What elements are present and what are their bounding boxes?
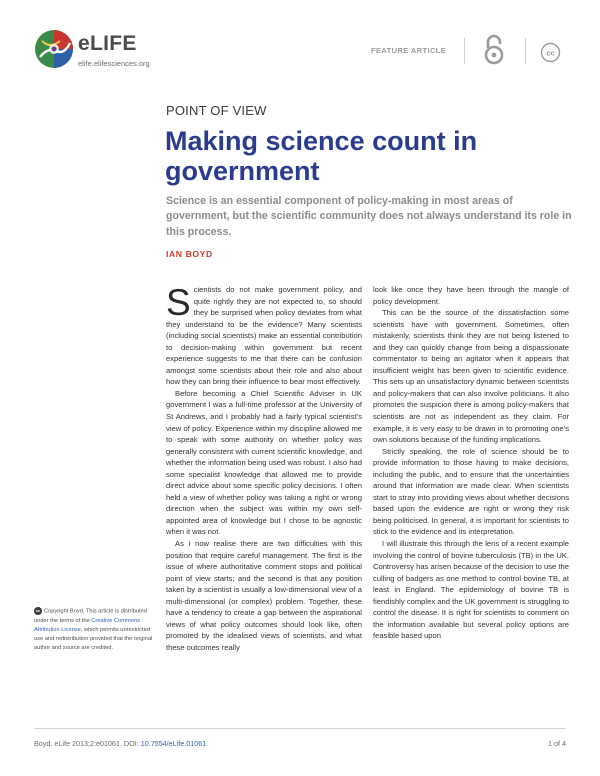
article-author[interactable]: IAN BOYD [166,249,213,259]
cc-badge-icon: cc [35,608,41,613]
elife-logo-icon[interactable] [34,29,74,69]
body-paragraph: Strictly speaking, the role of science should be to provide information to those having to make decisions, including the public, and to ensure that the uncertainties around that information are made clear. When scientists start to stray into providing views about whether decisions based upon the evidence are right or wrong they risk being politicised. In general, it is important for scientists to stick to the evidence and its interpretation. [373,446,569,537]
open-access-icon [483,34,505,66]
header-divider [525,38,526,64]
drop-cap: S [166,282,191,323]
body-column-right [373,284,569,642]
footer-citation [34,739,206,748]
brand-url[interactable]: elife.elifesciences.org [78,59,150,68]
copyright-text: , which permits unrestricted use and redistribution provided that the original author and source are credited. [34,626,153,652]
body-paragraph: I will illustrate this through the lens of a recent example involving the control of bovine tuberculosis (TB) in the UK. Controversy has arisen because of the decision to use the culling of badgers as one method to control bovine TB, at least in England. The epidemiology of bovine TB is fiendishly complex and the UK government is struggling to control the disease. It is right for scientists to comment on the information available but several policy options are feasible based upon [373,539,569,641]
feature-article-label: FEATURE ARTICLE [371,46,447,55]
header-divider [464,38,465,64]
citation-text: Boyd. eLife 2013;2:e01061. DOI: [34,739,141,748]
doi-link[interactable]: 10.7554/eLife.01061 [140,739,207,748]
paragraph-text: cientists do not make government policy, and quite rightly they are not expected to, so should they be surprised when policy deviates from what they understand to be the evidence? Many scientists (including social scientists) make an essential contribution to decision-making within government but recent experience suggests to me that there can be confusion amongst some scientists about their role and also about how they can bring their influence to bear most effectively. [166,285,362,387]
article-section-label: POINT OF VIEW [166,103,267,118]
page-number: 1 of 4 [548,739,566,748]
article-abstract: Science is an essential component of policy-making in most areas of government, but the scientific community does not always understand its role in this process. [166,195,572,238]
article-title: Making science count in government [165,126,478,186]
svg-text:cc: cc [546,48,555,58]
body-paragraph: As I now realise there are two difficulties with this position that require careful management. The first is the issue of where authoritative comment stops and political point of view starts; and the second is that any position taken by a scientist is usually a low-dimensional view of a multi-dimensional (or complex) problem. Together, these have a tendency to create a gap between the aspirational views of what policy outcomes should look like, often promoted by the idealised views of scientists, and what these outcomes really [166,539,362,652]
creative-commons-icon [540,42,561,63]
body-paragraph: Before becoming a Chief Scientific Adviser in UK government I was a full-time professor at the University of St Andrews, and I probably had a fairly typical scientist’s view of policy. Experience within my discipline allowed me to speak with some authority on whether policy was generally consistent with current scientific knowledge, and whether the information being used was robust. I also had some specialist knowledge that allowed me to provide direct advice about some specific policy decisions. I often held a view of whether policy was taking a right or wrong direction when the subject was within my own self-appointed area of knowledge but I chose to be agnostic when it was not. [166,388,362,537]
copyright-text: Copyright Boyd. This article is distributed under the terms of the [34,608,147,624]
body-paragraph: look like once they have been through the mangle of policy development. [373,285,569,306]
license-link[interactable]: Creative Commons Attribution License [34,617,140,633]
footer-divider [34,728,566,729]
body-column-left [166,284,362,654]
body-paragraph: This can be the source of the dissatisfaction some scientists have with government. Sometimes, often mistakenly, scientists think they are not being listened to and they can quickly change from being a dispassionate commentator to being an agitator when it appears that insufficient weight has been given to scientific evidence. This sets up an unsatisfactory dynamic between scientists and policy-makers that can also involve politicians. It also promotes the suspicion there is among policy-makers that scientists are not as independent as they claim. For example, it is very easy to be drawn in to promoting one’s own solutions because of the funding implications. [373,308,569,445]
copyright-note [34,607,154,654]
body-paragraph [166,284,362,388]
brand-name: eLIFE [78,32,137,55]
